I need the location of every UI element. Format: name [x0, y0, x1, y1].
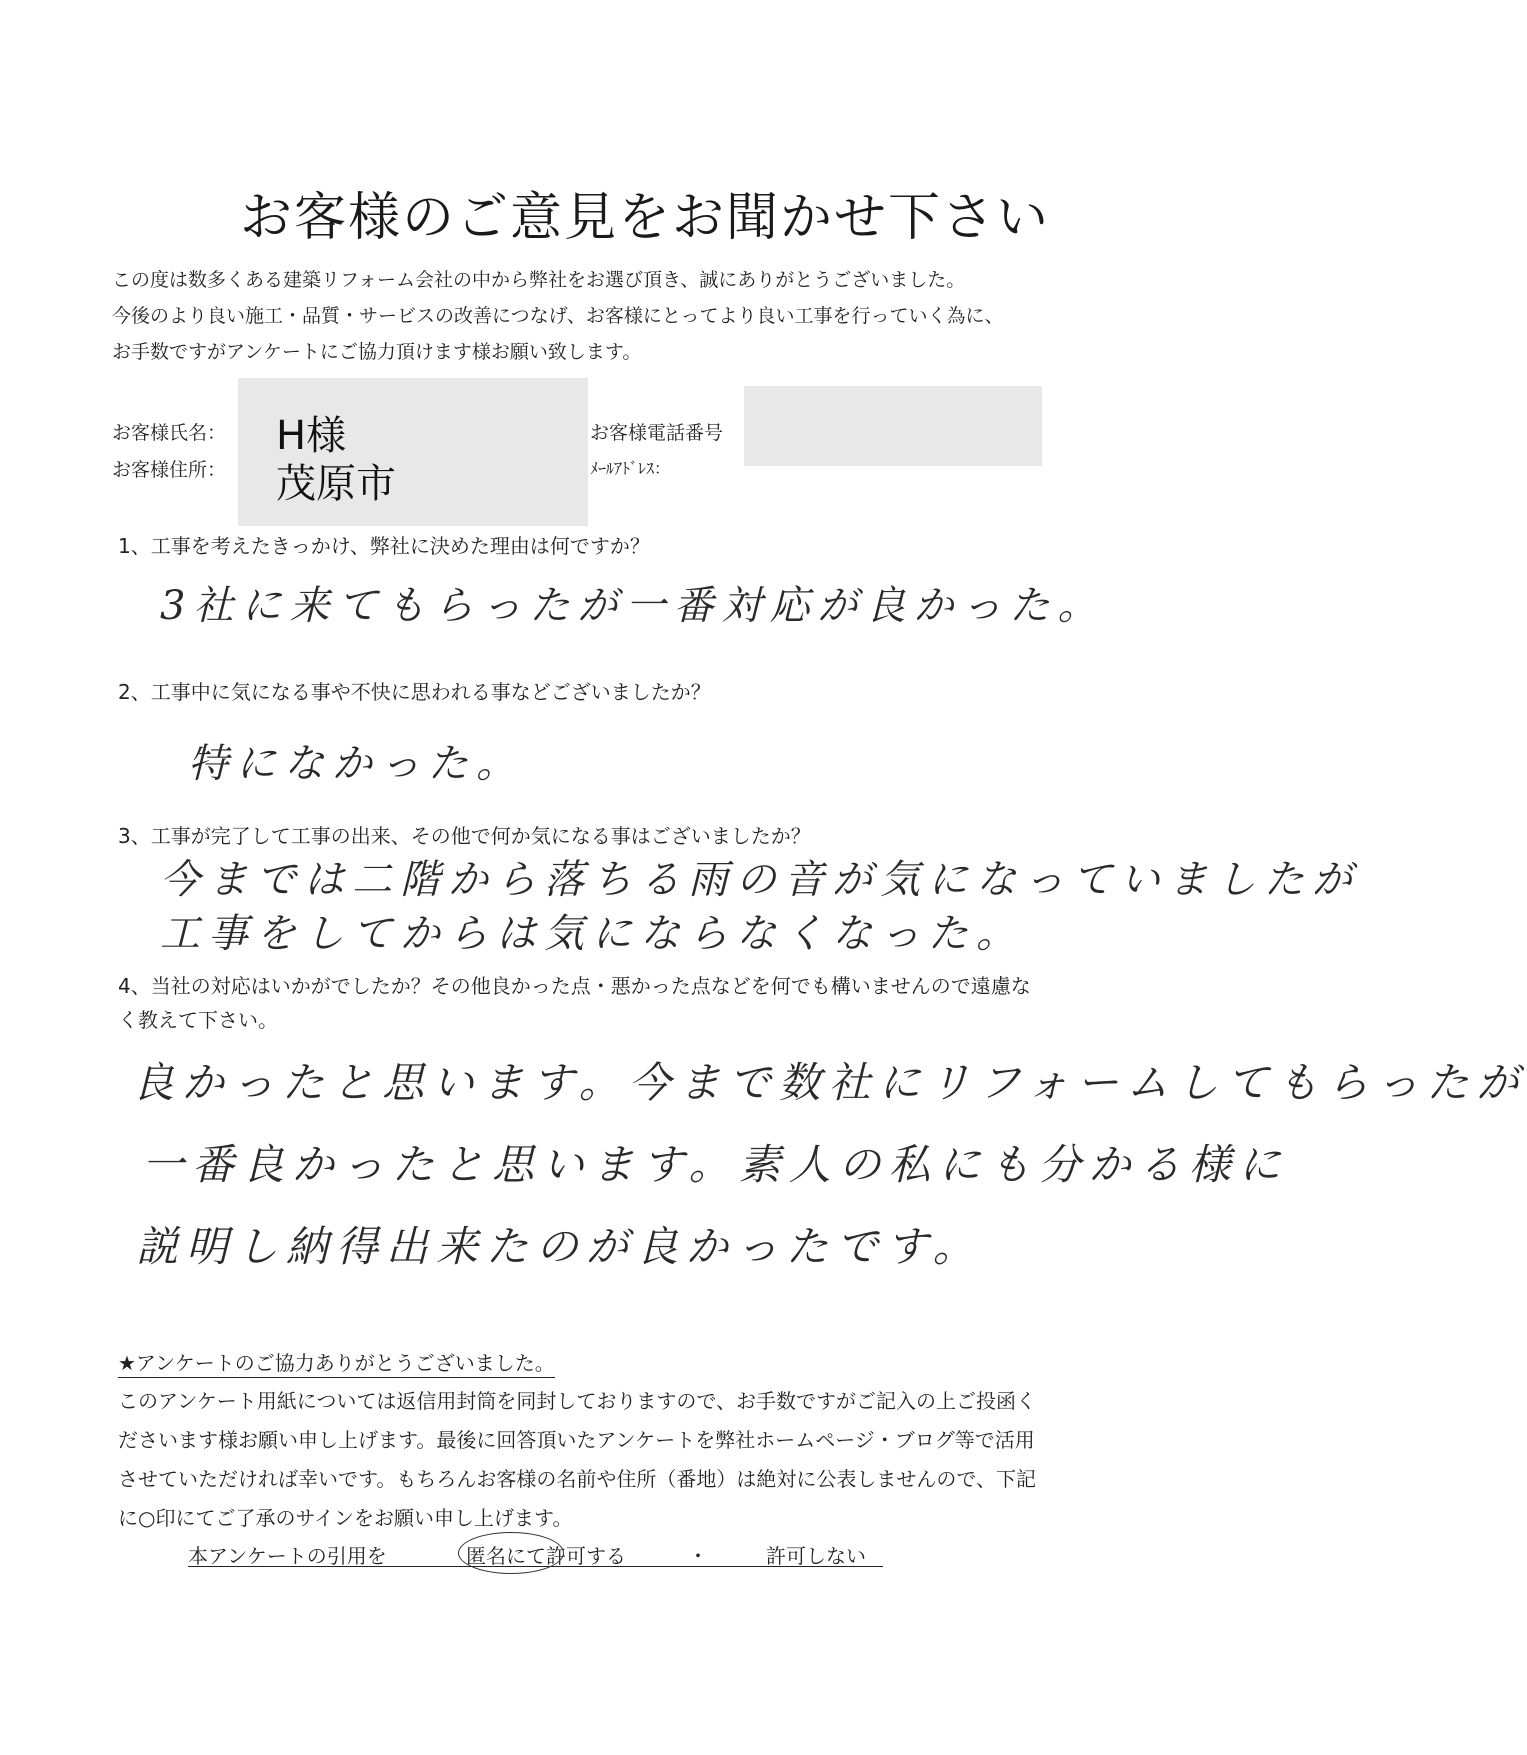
question-2: 2、工事中に気になる事や不快に思われる事などございましたか？: [118, 680, 711, 704]
question-3: 3、工事が完了して工事の出来、その他で何か気になる事はございましたか？: [118, 824, 811, 848]
intro-line: お手数ですがアンケートにご協力頂けます様お願い致します。: [112, 341, 642, 363]
answer-4-line-1: 良かったと思います。今まで数社にリフォームしてもらったが: [132, 1058, 1527, 1107]
footer-text: [118, 1382, 1133, 1538]
name-value: H様: [276, 413, 347, 459]
phone-label: お客様電話番号: [590, 422, 724, 444]
permit-anonymous-option[interactable]: 匿名にて許可する: [466, 1544, 626, 1568]
answer-1: 3社に来てもらったが一番対応が良かった。: [160, 583, 1106, 629]
footer-line: させていただければ幸いです。もちろんお客様の名前や住所（番地）は絶対に公表しませんので、下記: [118, 1467, 1036, 1491]
footer-line: に○印にてご了承のサインをお願い申し上げます。: [118, 1506, 573, 1530]
answer-3-line-2: 工事をしてからは気にならなくなった。: [160, 911, 1024, 957]
answer-3-line-1: 今までは二階から落ちる雨の音が気になっていましたが: [160, 857, 1360, 903]
question-1: 1、工事を考えたきっかけ、弊社に決めた理由は何ですか？: [118, 534, 650, 558]
footer-title: ★アンケートのご協力ありがとうございました。: [118, 1347, 555, 1378]
intro-line: この度は数多くある建築リフォーム会社の中から弊社をお選び頂き、誠にありがとうございました。: [112, 269, 966, 291]
phone-email-field: [744, 386, 1042, 466]
question-4-cont: く教えて下さい。: [118, 1008, 278, 1032]
intro-line: 今後のより良い施工・品質・サービスの改善につなげ、お客様にとってより良い工事を行っていく為に、: [112, 305, 1004, 327]
intro-text: [112, 262, 1003, 370]
page-title: お客様のご意見をお聞かせ下さい: [240, 188, 1051, 248]
name-label: お客様氏名：: [112, 422, 227, 444]
question-4: 4、当社の対応はいかがでしたか？その他良かった点・悪かった点などを何でも構いませんので遠慮な: [118, 974, 1031, 998]
footer-line: ださいます様お願い申し上げます。最後に回答頂いたアンケートを弊社ホームページ・ブログ等で活用: [118, 1428, 1035, 1452]
selection-circle: [458, 1532, 564, 1574]
permit-separator: ・: [688, 1544, 708, 1568]
email-label: ﾒｰﾙｱﾄﾞﾚｽ：: [590, 459, 671, 478]
answer-4-line-2: 一番良かったと思います。素人の私にも分かる様に: [142, 1140, 1289, 1189]
address-label: お客様住所：: [112, 459, 227, 481]
address-value: 茂原市: [276, 461, 396, 507]
answer-4-line-3: 説明し納得出来たのが良かったです。: [136, 1222, 983, 1271]
footer-line: このアンケート用紙については返信用封筒を同封しておりますので、お手数ですがご記入の上ご投函く: [118, 1389, 1036, 1413]
permit-deny-option[interactable]: 許可しない: [766, 1544, 866, 1568]
permit-prefix: 本アンケートの引用を: [188, 1544, 387, 1568]
answer-2: 特になかった。: [188, 741, 524, 787]
